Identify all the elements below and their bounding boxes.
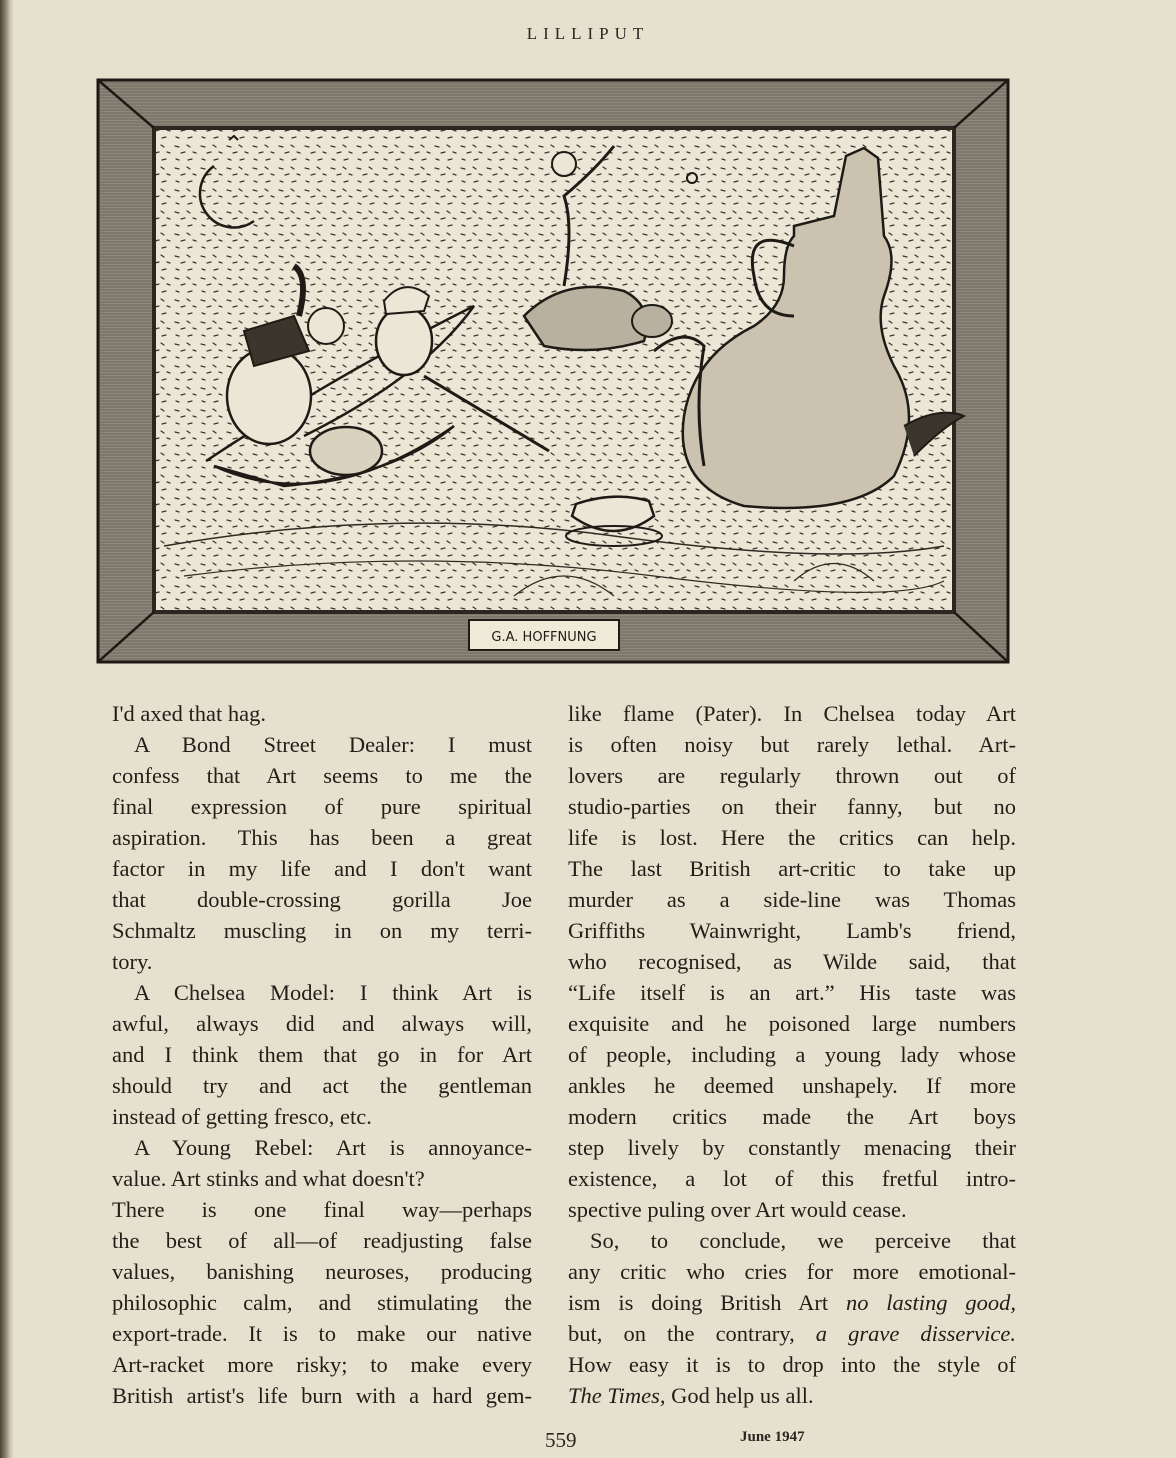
- text-line: that double-crossing gorilla Joe: [112, 887, 532, 912]
- text-line: How easy it is to drop into the style of: [568, 1352, 1016, 1377]
- italic-title: The Times,: [568, 1383, 666, 1408]
- text-line: There is one final way—perhaps: [112, 1197, 532, 1222]
- text-line: A Young Rebel: Art is annoyance-: [134, 1135, 532, 1160]
- text-run: God help us all.: [665, 1383, 814, 1408]
- text-line: awful, always did and always will,: [112, 1011, 532, 1036]
- text-line: confess that Art seems to me the: [112, 763, 532, 788]
- text-line: step lively by constantly menacing their: [568, 1135, 1016, 1160]
- text-line: should try and act the gentleman: [112, 1073, 532, 1098]
- text-line: “Life itself is an art.” His taste was: [568, 980, 1016, 1005]
- text-line: [568, 1318, 1016, 1349]
- text-line: A Bond Street Dealer: I must: [134, 732, 532, 757]
- text-line: of people, including a young lady whose: [568, 1042, 1016, 1067]
- text-line: [568, 1287, 1016, 1318]
- text-line: values, banishing neuroses, producing: [112, 1259, 532, 1284]
- text-line: spective puling over Art would cease.: [568, 1197, 907, 1222]
- text-line: lovers are regularly thrown out of: [568, 763, 1016, 788]
- text-line: life is lost. Here the critics can help.: [568, 825, 1016, 850]
- artist-signature: G.A. HOFFNUNG: [491, 630, 597, 645]
- issue-date: June 1947: [740, 1429, 805, 1445]
- italic-phrase: no lasting good,: [845, 1290, 1017, 1315]
- rower-figure: [376, 307, 432, 375]
- text-line: any critic who cries for more emotional-: [568, 1259, 1016, 1284]
- text-line: exquisite and he poisoned large numbers: [568, 1011, 1016, 1036]
- text-line: export-trade. It is to make our native: [112, 1321, 532, 1346]
- text-line: tory.: [112, 949, 153, 974]
- text-line: Schmaltz muscling in on my terri-: [112, 918, 532, 943]
- text-line: existence, a lot of this fretful intro-: [568, 1166, 1016, 1191]
- text-line: is often noisy but rarely lethal. Art-: [568, 732, 1016, 757]
- text-line: Griffiths Wainwright, Lamb's friend,: [568, 918, 1016, 943]
- right-text-column: [568, 698, 1016, 1411]
- text-line: The last British art-critic to take up: [568, 856, 1016, 881]
- text-line: philosophic calm, and stimulating the: [112, 1290, 532, 1315]
- text-line: studio-parties on their fanny, but no: [568, 794, 1016, 819]
- text-line: So, to conclude, we perceive that: [590, 1228, 1016, 1253]
- text-line: the best of all—of readjusting false: [112, 1228, 532, 1253]
- framed-cartoon-illustration: [94, 76, 1012, 666]
- text-line: who recognised, as Wilde said, that: [568, 949, 1016, 974]
- text-line: I'd axed that hag.: [112, 701, 266, 726]
- text-line: Art-racket more risky; to make every: [112, 1352, 532, 1377]
- page-gutter-shadow: [0, 0, 14, 1458]
- text-line: factor in my life and I don't want: [112, 856, 532, 881]
- text-line: aspiration. This has been a great: [112, 825, 532, 850]
- text-run: but, on the contrary,: [568, 1321, 816, 1346]
- text-line: modern critics made the Art boys: [568, 1104, 1016, 1129]
- running-head: LILLIPUT: [526, 24, 650, 43]
- text-line: ankles he deemed unshapely. If more: [568, 1073, 1016, 1098]
- italic-phrase: a grave disservice.: [815, 1321, 1016, 1346]
- left-text-column: [112, 698, 532, 1411]
- text-line: and I think them that go in for Art: [112, 1042, 532, 1067]
- text-line: British artist's life burn with a hard gem-: [112, 1383, 532, 1408]
- cake: [310, 427, 382, 475]
- text-line: like flame (Pater). In Chelsea today Art: [568, 701, 1016, 726]
- text-line: murder as a side-line was Thomas: [568, 887, 1016, 912]
- text-line: [568, 1380, 1016, 1411]
- text-line: A Chelsea Model: I think Art is: [134, 980, 532, 1005]
- text-line: value. Art stinks and what doesn't?: [112, 1166, 425, 1191]
- page-number: 559: [545, 1428, 577, 1452]
- text-run: ism is doing British Art: [568, 1290, 846, 1315]
- text-line: final expression of pure spiritual: [112, 794, 532, 819]
- text-line: instead of getting fresco, etc.: [112, 1104, 372, 1129]
